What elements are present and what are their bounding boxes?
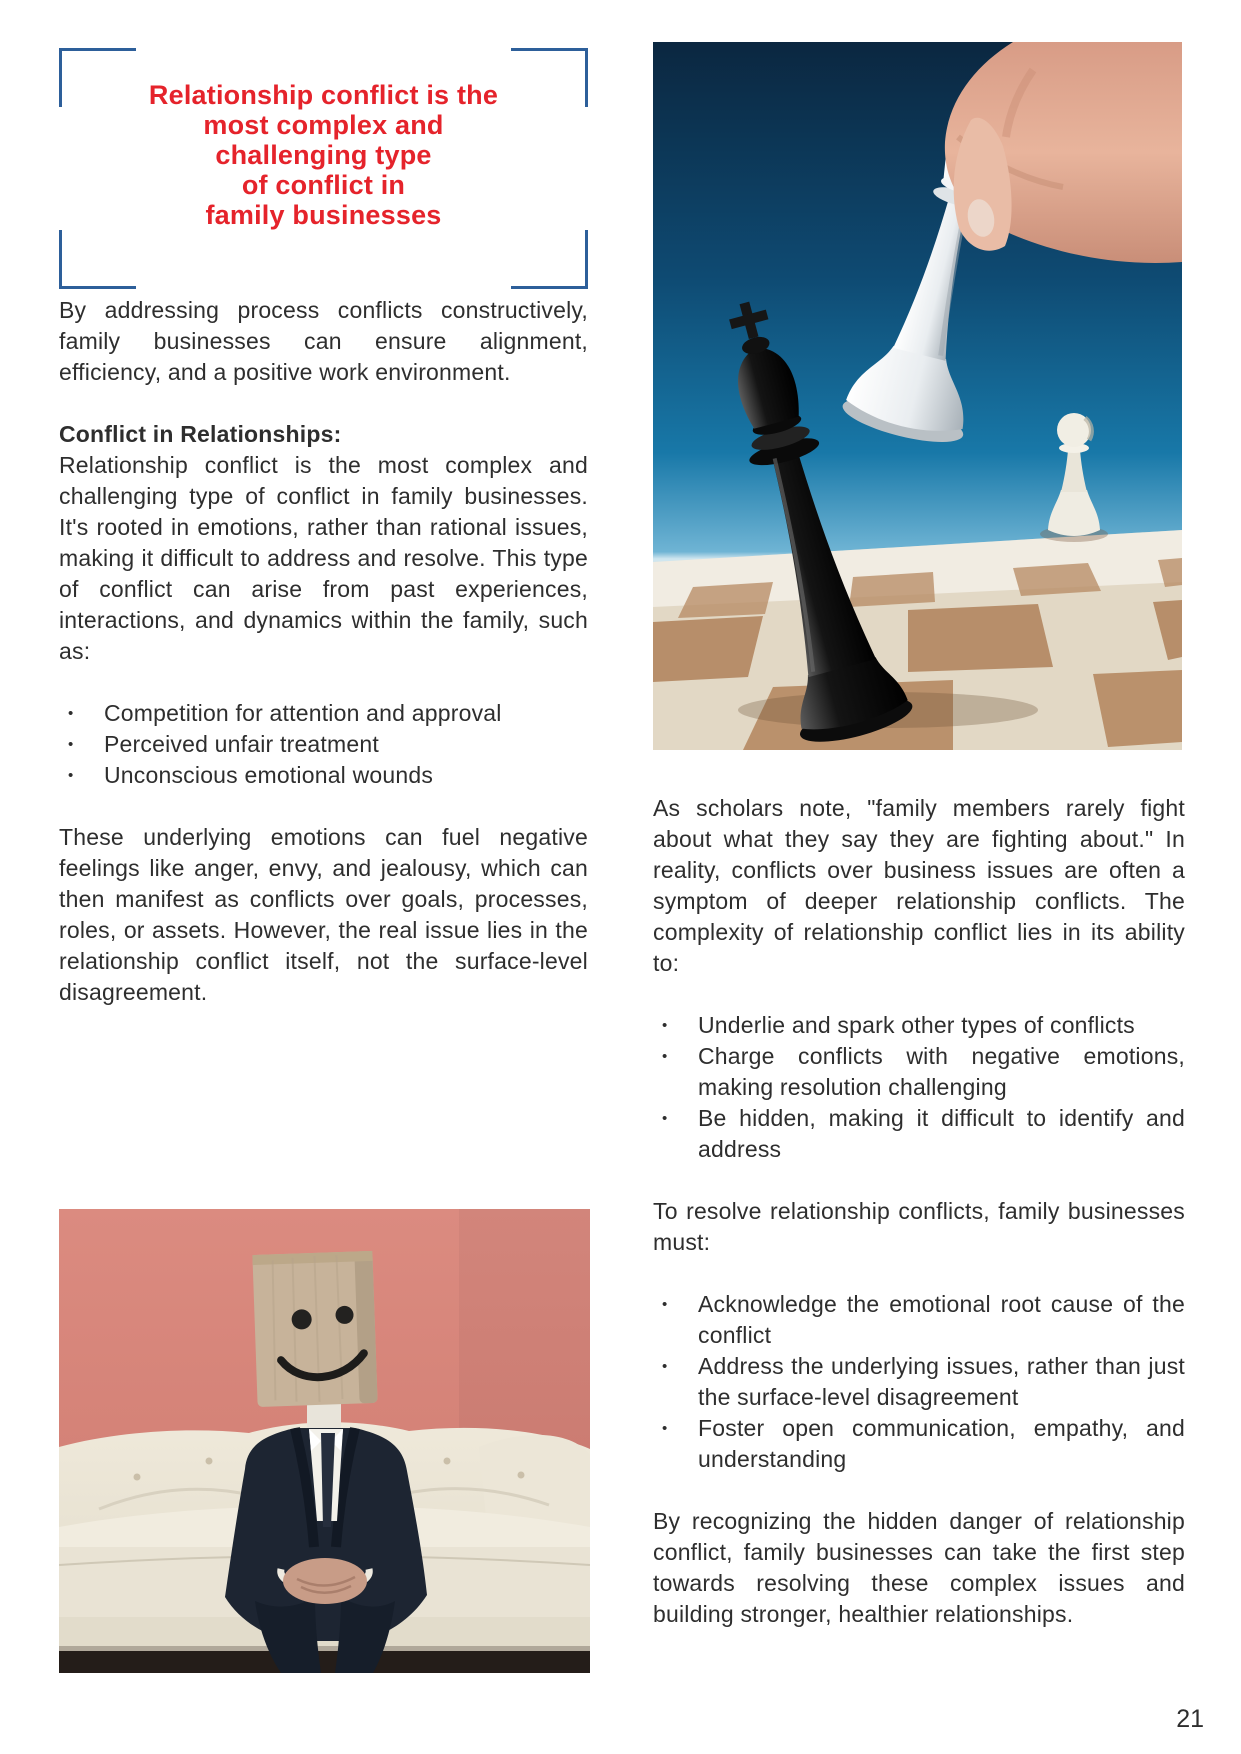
scholars-paragraph: As scholars note, "family members rarely fight about what they say they are fighting about." In reality, conflicts over business issues are often a symptom of deeper relationship conflicts. The complexity of relationship conflict lies in its ability to: [653,795,1185,976]
pull-quote-text [59,80,588,230]
bracket-bottom-right-icon [511,230,588,289]
pull-quote-line: Relationship conflict is the [148,80,499,110]
chess-photo [653,42,1182,750]
pull-quote-line: of conflict in [241,170,406,200]
right-column [653,793,1185,1630]
bullet-item: • Charge conflicts with negative emotions, making resolution challenging [653,1041,1185,1103]
bullet-item: • Foster open communication, empathy, and understanding [653,1413,1185,1475]
resolve-paragraph: To resolve relationship conflicts, family businesses must: [653,1198,1185,1255]
bullet-item: • Unconscious emotional wounds [59,760,588,791]
bullet-item: • Address the underlying issues, rather than just the surface-level disagreement [653,1351,1185,1413]
bullet-list [653,1289,1185,1475]
intro-paragraph: By addressing process conflicts constructively, family businesses can ensure alignment, efficiency, and a positive work environment. [59,297,588,385]
bullet-item: • Competition for attention and approval [59,698,588,729]
bullet-item: • Be hidden, making it difficult to identify and address [653,1103,1185,1165]
closing-paragraph: By recognizing the hidden danger of relationship conflict, family businesses can take the first step towards resolving these complex issues and building stronger, healthier relationships. [653,1508,1185,1627]
pull-quote-line: challenging type [215,140,432,170]
bullet-item: • Underlie and spark other types of conflicts [653,1010,1185,1041]
pull-quote-line: most complex and [203,110,444,140]
left-column [59,295,588,1008]
bag-head-photo [59,1209,590,1673]
bullet-item: • Perceived unfair treatment [59,729,588,760]
closing-paragraph: These underlying emotions can fuel negative feelings like anger, envy, and jealousy, which can then manifest as conflicts over goals, processes, roles, or assets. However, the real issue lies in the relationship conflict itself, not the surface-level disagreement. [59,824,588,1005]
bullet-item: • Acknowledge the emotional root cause of the conflict [653,1289,1185,1351]
section-heading: Conflict in Relationships: [59,421,342,447]
bullet-list [653,1010,1185,1165]
body-paragraph: Relationship conflict is the most complex and challenging type of conflict in family businesses. It's rooted in emotions, rather than rational issues, making it difficult to address and resolve. This type of conflict can arise from past experiences, interactions, and dynamics within the family, such as: [59,452,588,664]
pull-quote-line: family businesses [205,200,442,230]
page-number: 21 [1176,1705,1204,1733]
pull-quote-frame [59,48,588,289]
bullet-list [59,698,588,791]
bracket-bottom-left-icon [59,230,136,289]
